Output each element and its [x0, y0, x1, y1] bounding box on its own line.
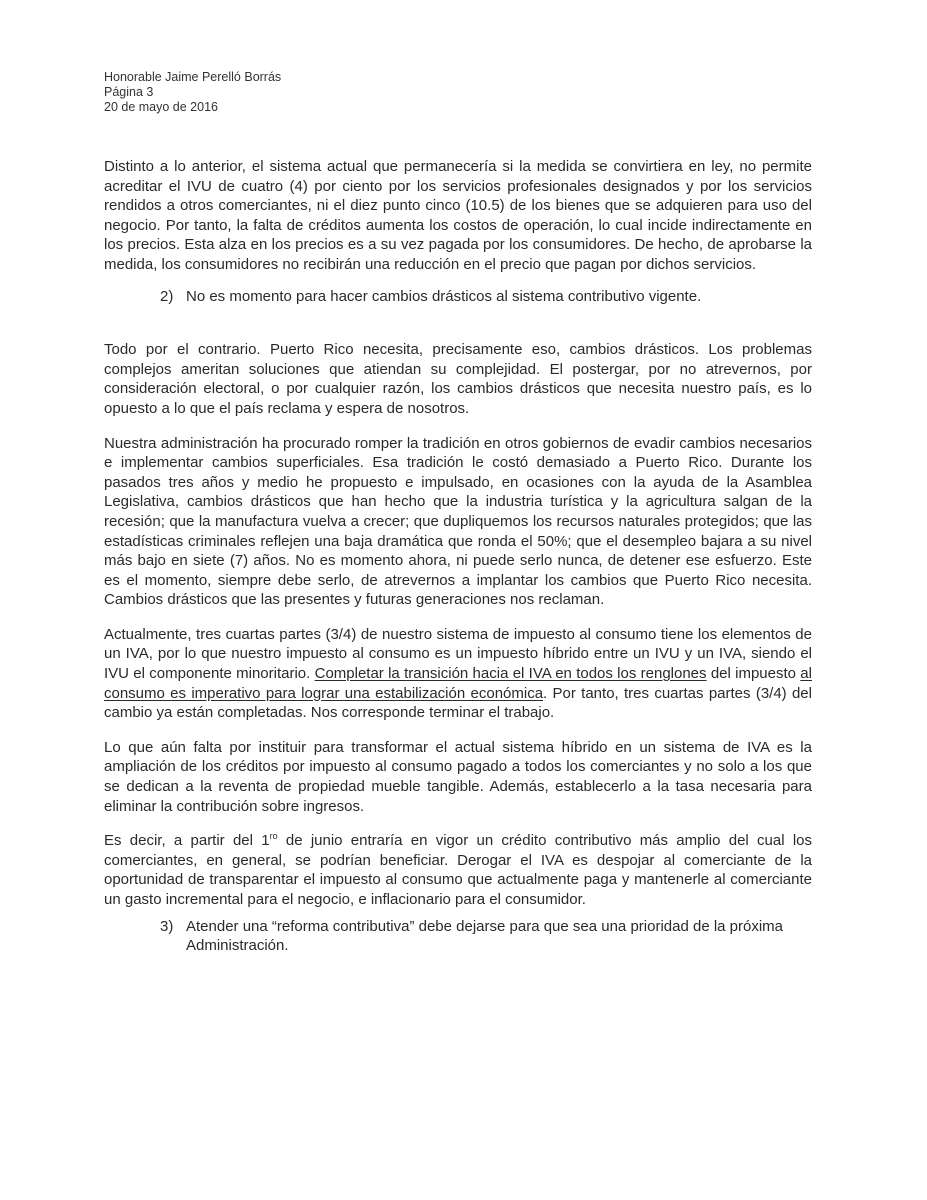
paragraph-hybrid-tax: [104, 625, 812, 723]
letter-header: [104, 70, 281, 115]
paragraph-credits-expansion: Lo que aún falta por instituir para transformar el actual sistema híbrido en un sistema de IVA es la ampliación de los créditos por impuesto al consumo pagado a todos los comerciantes y no solo a los que se dedican a la reventa de propiedad mueble tangible. Además, establecerlo a la tasa necesaria para eliminar la contribución sobre ingresos.: [104, 738, 812, 815]
paragraph-current-system: Distinto a lo anterior, el sistema actual que permanecería si la medida se convirtiera en ley, no permite acreditar el IVU de cuatro (4) por ciento por los servicios profesionales designados y por los servicios rendidos a otros comerciantes, ni el diez punto cinco (10.5) de los bienes que se adquieren para uso del negocio. Por tanto, la falta de créditos aumenta los costos de operación, lo cual incide indirectamente en los precios. Esta alza en los precios es a su vez pagada por los consumidores. De hecho, de aprobarse la medida, los consumidores no recibirán una reducción en el precio que pagan por dichos servicios.: [104, 158, 812, 273]
letter-date: 20 de mayo de 2016: [104, 100, 218, 114]
point-number: 3): [160, 917, 174, 935]
text-segment: Es decir, a partir del 1: [104, 832, 270, 850]
ordinal-superscript: ro: [269, 831, 278, 842]
text-segment: . Por tanto, tres cuartas partes (3/4) del cambio ya están completadas. Nos corresponde terminar el trabajo.: [104, 684, 812, 722]
numbered-point-2: [160, 287, 812, 307]
paragraph-drastic-changes: Todo por el contrario. Puerto Rico necesita, precisamente eso, cambios drásticos. Los problemas complejos ameritan soluciones que atiendan su complejidad. El postergar, por no atrevernos, por consideración electoral, o por cualquier razón, los cambios drásticos que necesita nuestro país, es lo opuesto a lo que el país reclama y espera de nosotros.: [104, 341, 812, 417]
recipient-line: Honorable Jaime Perelló Borrás: [104, 70, 282, 84]
paragraph-administration: Nuestra administración ha procurado romper la tradición en otros gobiernos de evadir cambios necesarios e implementar cambios superficiales. Esa tradición le costó demasiado a Puerto Rico. Durante los pasados tres años y medio he propuesto e impulsado, en ocasiones con la ayuda de la Asamblea Legislativa, cambios drásticos que han hecho que la industria turística y la agricultura salgan de la recesión; que la manufactura vuelva a crecer; que dupliquemos los recursos naturales protegidos; que las estadísticas criminales reflejen una baja dramática que ronda el 50%; que el desempleo bajara a su nivel más bajo en siete (7) años. No es momento ahora, ni puede serlo nunca, de detener ese esfuerzo. Este es el momento, siempre debe serlo, de atrevernos a implantar los cambios que Puerto Rico necesita. Cambios drásticos que las presentes y futuras generaciones nos reclaman.: [104, 434, 812, 609]
underlined-text: al consumo es imperativo para lograr una estabilización económica: [104, 665, 812, 702]
letter-body: [104, 157, 812, 956]
underlined-text: Completar la transición hacia el IVA en todos los renglones: [314, 665, 707, 683]
point-number: 2): [160, 287, 174, 305]
text-segment: Actualmente, tres cuartas partes (3/4) de nuestro sistema de impuesto al consumo tiene los elementos de un IVA, por lo que nuestro impuesto al consumo es un impuesto híbrido entre un IVU y un IVA, siendo el IVU el componente minoritario.: [104, 625, 812, 683]
paragraph-june-credit: [104, 831, 812, 909]
text-segment: del impuesto: [706, 665, 801, 683]
text-segment: de junio entraría en vigor un crédito contributivo más amplio del cual los comerciantes, en general, se podrían beneficiar. Derogar el IVA es despojar al comerciante de la oportunidad de transparentar el impuesto al consumo que actualmente paga y mantenerle al comerciante un gasto incremental para el negocio, e inflacionario para el consumidor.: [104, 832, 812, 908]
point-text: Atender una “reforma contributiva” debe dejarse para que sea una prioridad de la próxima Administración.: [186, 917, 784, 955]
numbered-point-3: [160, 917, 812, 956]
point-text: No es momento para hacer cambios drásticos al sistema contributivo vigente.: [186, 287, 702, 305]
page-number: Página 3: [104, 85, 154, 99]
